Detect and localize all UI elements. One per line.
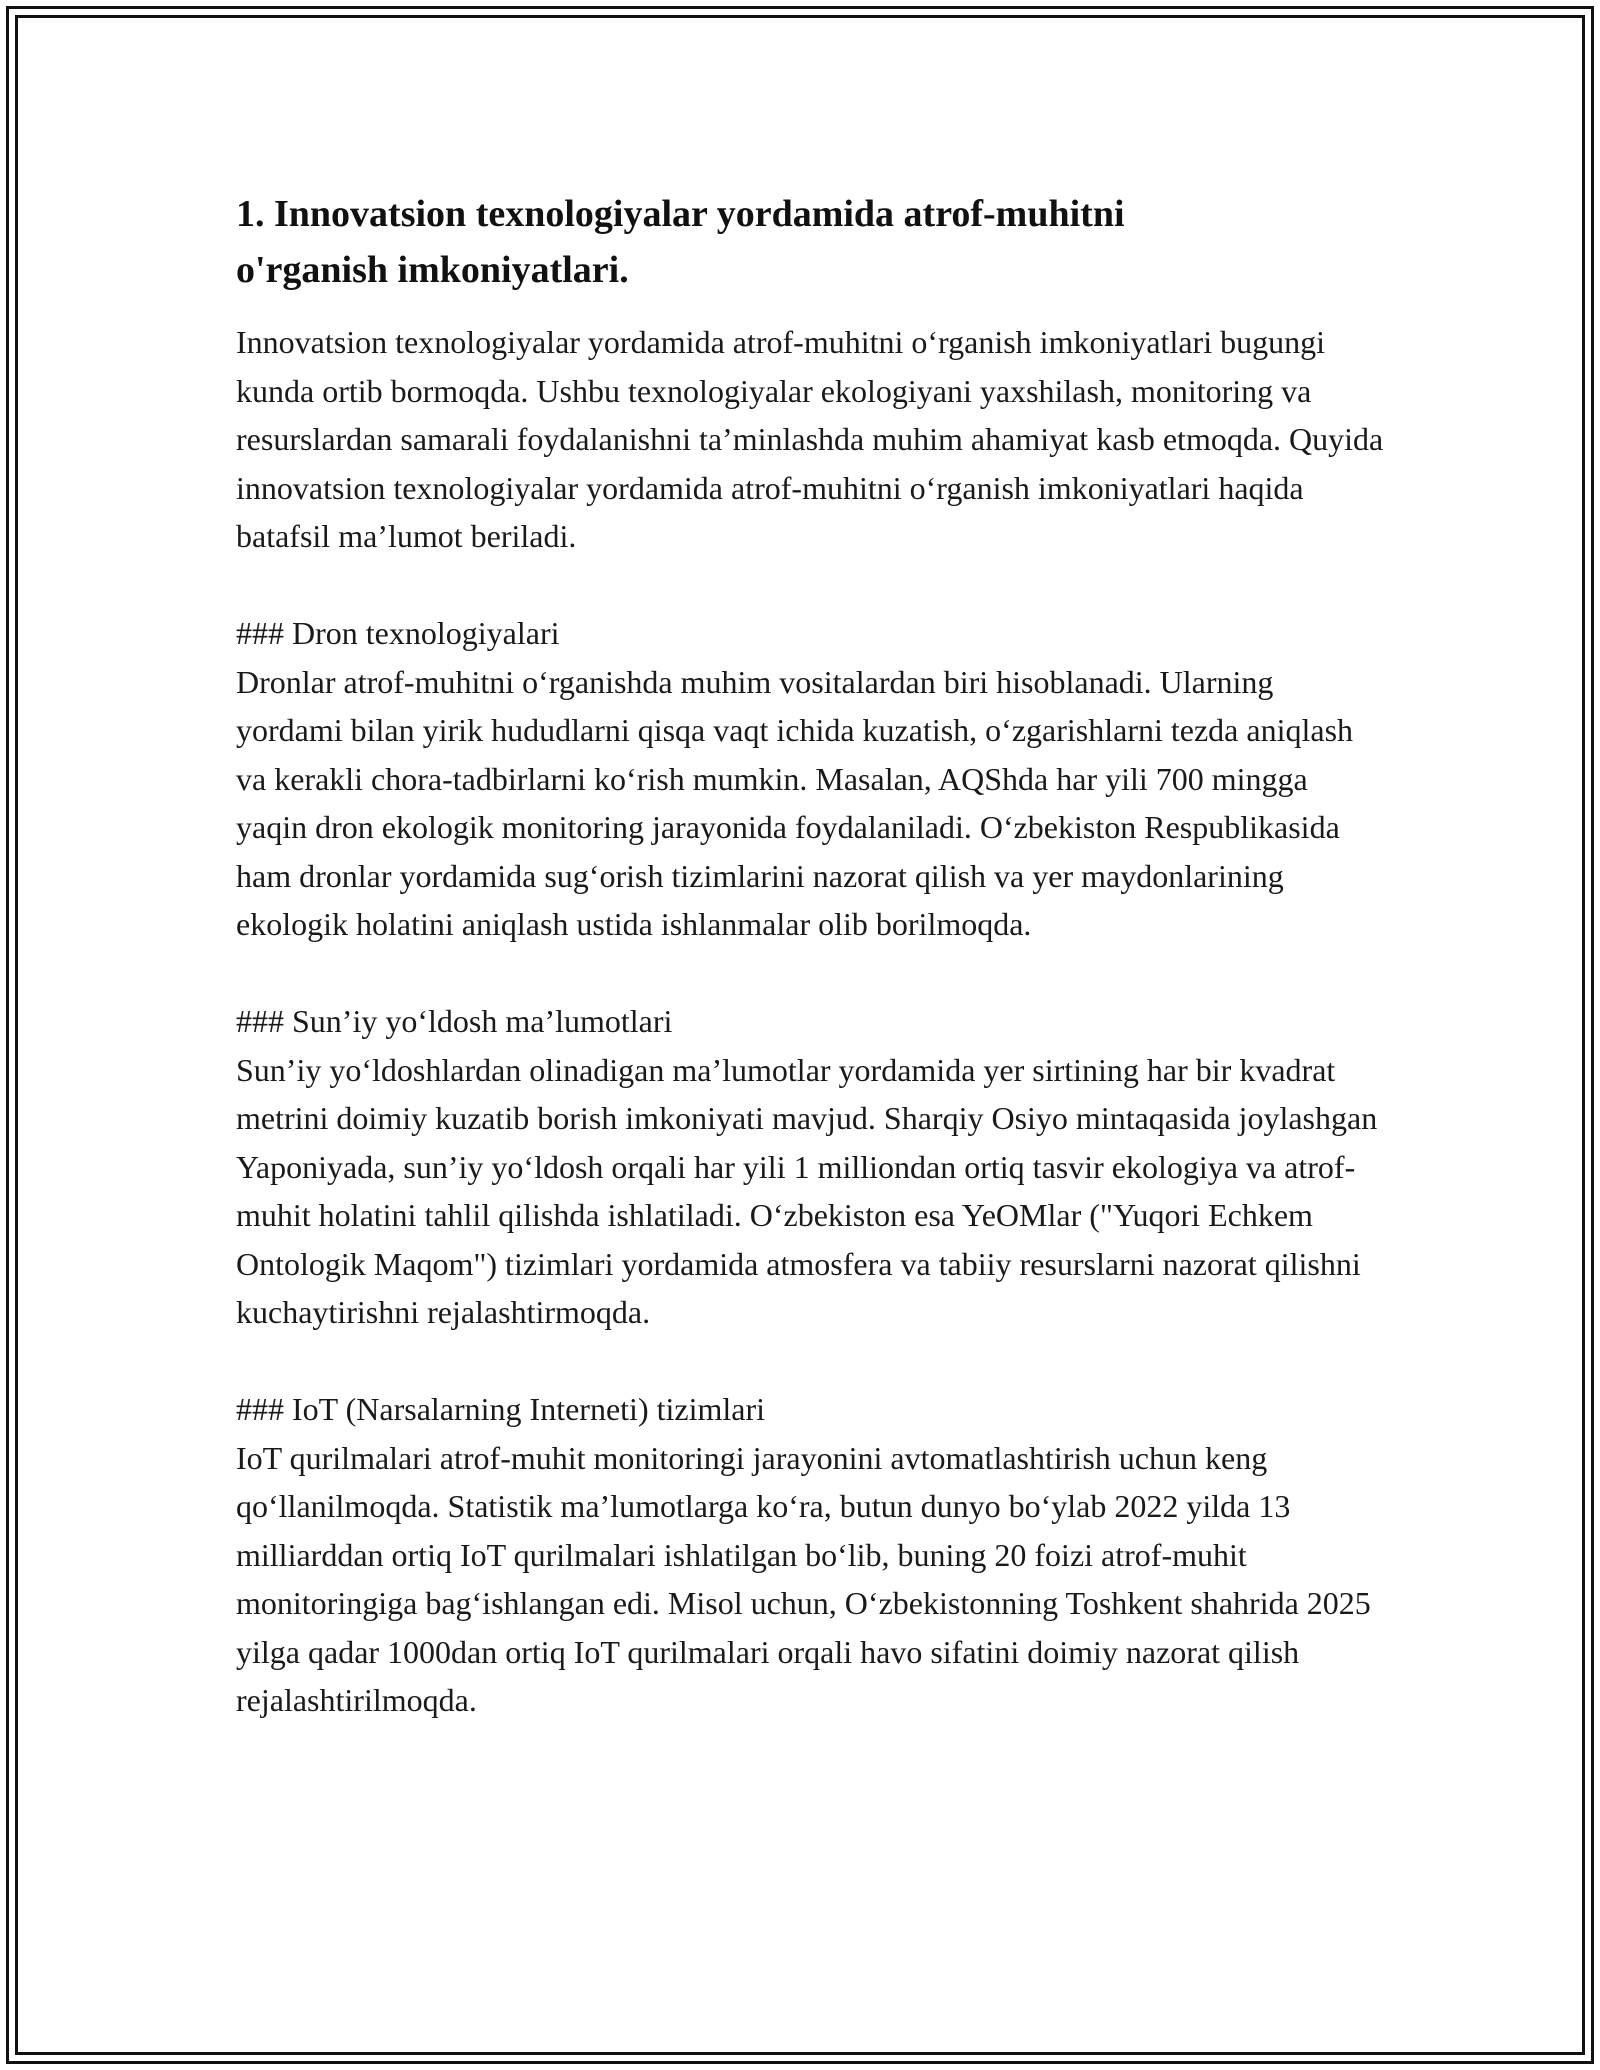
section-drones xyxy=(236,609,1386,949)
document-body xyxy=(236,186,1386,1725)
document-title-line-1: 1. Innovatsion texnologiyalar yordamida atrof-muhitni xyxy=(236,193,1125,235)
section-heading: ### Dron texnologiyalari xyxy=(236,615,560,651)
section-heading: ### IoT (Narsalarning Interneti) tizimlari xyxy=(236,1391,765,1427)
section-satellite-data xyxy=(236,997,1386,1337)
document-title-line-2: o'rganish imkoniyatlari. xyxy=(236,249,629,291)
section-paragraph: IoT qurilmalari atrof-muhit monitoringi jarayonini avtomatlashtirish uchun keng qo‘llanilmoqda. Statistik ma’lumotlarga ko‘ra, butun dunyo bo‘ylab 2022 yilda 13 milliarddan ortiq IoT qurilmalari ishlatilgan bo‘lib, buning 20 foizi atrof-muhit monitoringiga bag‘ishlangan edi. Misol uchun, O‘zbekistonning Toshkent shahrida 2025 yilga qadar 1000dan ortiq IoT qurilmalari orqali havo sifatini doimiy nazorat qilish rejalashtirilmoqda. xyxy=(236,1439,1371,1718)
section-iot-systems xyxy=(236,1385,1386,1725)
intro-paragraph: Innovatsion texnologiyalar yordamida atrof-muhitni o‘rganish imkoniyatlari bugungi kunda ortib bormoqda. Ushbu texnologiyalar ekologiyani yaxshilash, monitoring va resurslardan samarali foydalanishni ta’minlashda muhim ahamiyat kasb etmoqda. Quyida innovatsion texnologiyalar yordamida atrof-muhitni o‘rganish imkoniyatlari haqida batafsil ma’lumot beriladi. xyxy=(236,324,1384,554)
section-heading: ### Sun’iy yo‘ldosh ma’lumotlari xyxy=(236,1003,673,1039)
section-paragraph: Sun’iy yo‘ldoshlardan olinadigan ma’lumotlar yordamida yer sirtining har bir kvadrat metrini doimiy kuzatib borish imkoniyati mavjud. Sharqiy Osiyo mintaqasida joylashgan Yaponiyada, sun’iy yo‘ldosh orqali har yili 1 milliondan ortiq tasvir ekologiya va atrof-muhit holatini tahlil qilishda ishlatiladi. O‘zbekiston esa YeOMlar ("Yuqori Echkem Ontologik Maqom") tizimlari yordamida atmosfera va tabiiy resurslarni nazorat qilishni kuchaytirishni rejalashtirmoqda. xyxy=(236,1051,1378,1330)
section-paragraph: Dronlar atrof-muhitni o‘rganishda muhim vositalardan biri hisoblanadi. Ularning yordami bilan yirik hududlarni qisqa vaqt ichida kuzatish, o‘zgarishlarni tezda aniqlash va kerakli chora-tadbirlarni ko‘rish mumkin. Masalan, AQShda har yili 700 mingga yaqin dron ekologik monitoring jarayonida foydalaniladi. O‘zbekiston Respublikasida ham dronlar yordamida sug‘orish tizimlarini nazorat qilish va yer maydonlarining ekologik holatini aniqlash ustida ishlanmalar olib borilmoqda. xyxy=(236,663,1354,942)
document-title xyxy=(236,186,1386,298)
